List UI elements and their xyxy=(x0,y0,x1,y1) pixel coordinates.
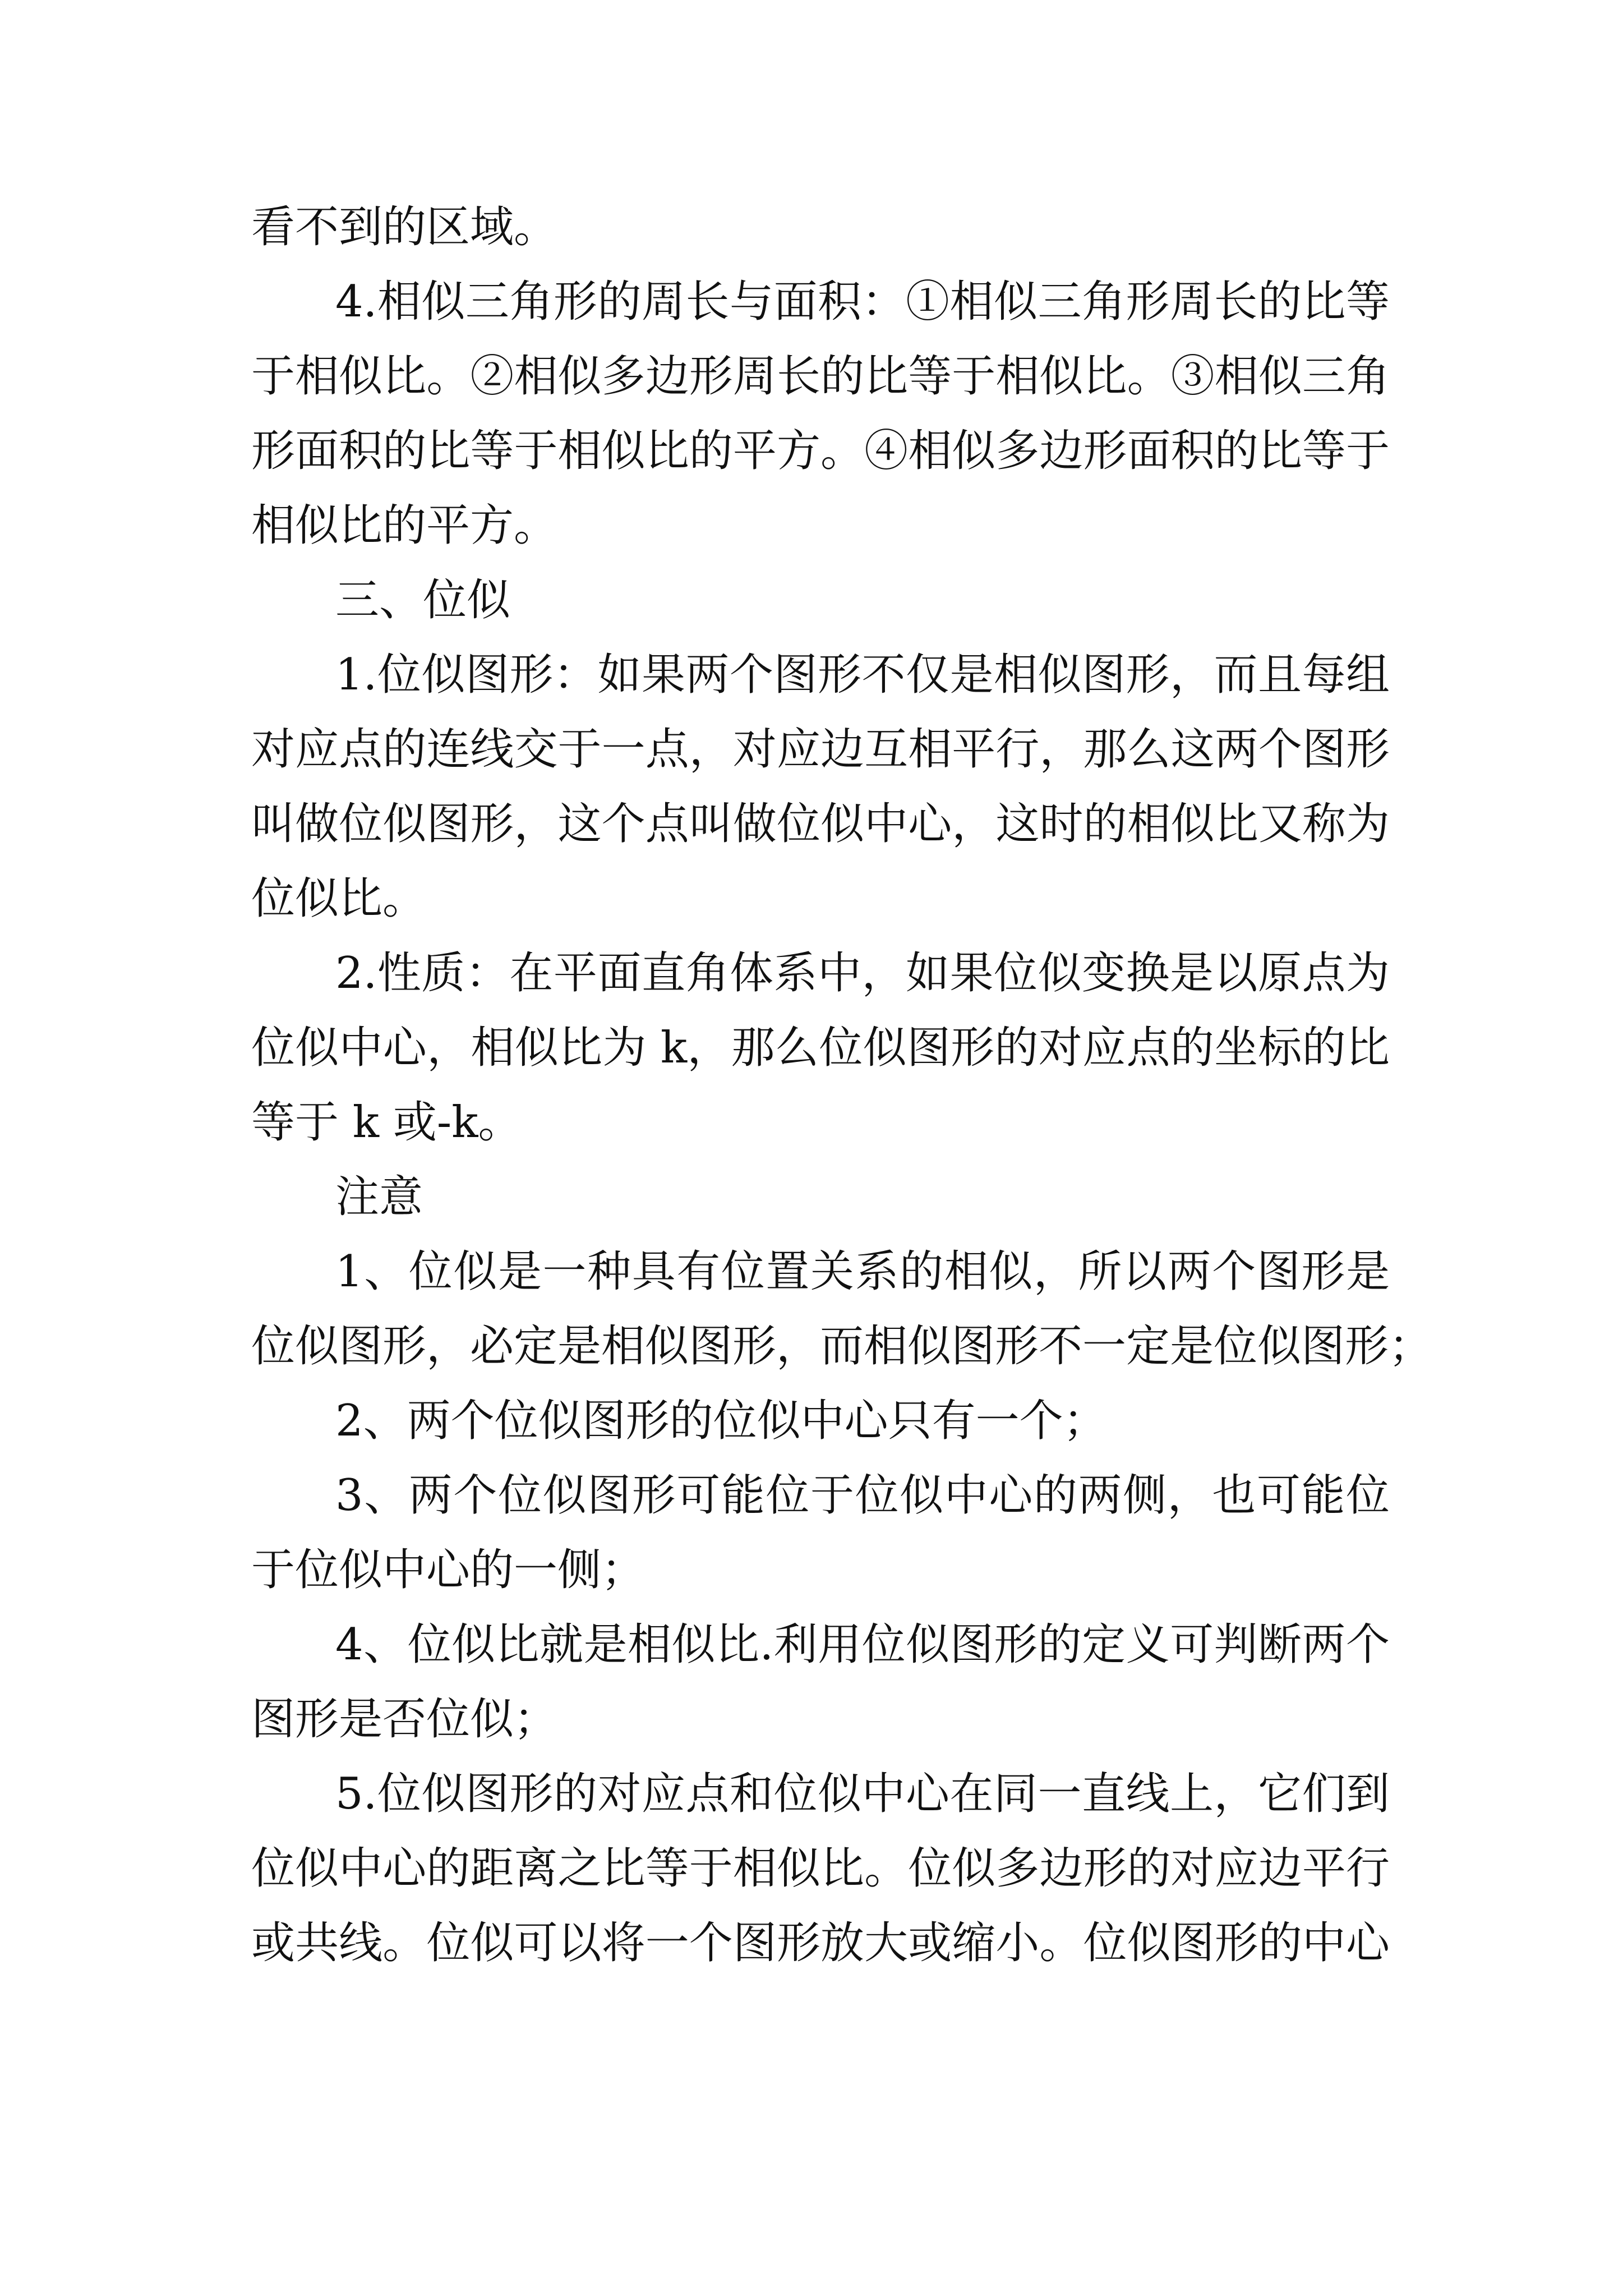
text-line: 相似比的平方。 xyxy=(251,500,558,551)
text-line: 4.相似三角形的周长与面积：①相似三角形周长的比等 xyxy=(335,277,1390,327)
text-line: 形面积的比等于相似比的平方。④相似多边形面积的比等于 xyxy=(251,426,1390,476)
text-line: 1、位似是一种具有位置关系的相似，所以两个图形是 xyxy=(335,1246,1390,1297)
text-line: 于位似中心的一侧； xyxy=(251,1545,645,1595)
text-line: 位似中心，相似比为 k，那么位似图形的对应点的坐标的比 xyxy=(251,1023,1390,1073)
text-line: 2、两个位似图形的位似中心只有一个； xyxy=(335,1396,1107,1446)
text-line: 2.性质：在平面直角体系中，如果位似变换是以原点为 xyxy=(335,948,1390,999)
text-line: 等于 k 或-k。 xyxy=(251,1097,522,1148)
text-line: 3、两个位似图形可能位于位似中心的两侧，也可能位 xyxy=(335,1470,1390,1521)
text-line: 4、位似比就是相似比.利用位似图形的定义可判断两个 xyxy=(335,1619,1390,1670)
text-line: 位似图形，必定是相似图形，而相似图形不一定是位似图形； xyxy=(251,1321,1433,1372)
text-line: 图形是否位似； xyxy=(251,1694,558,1745)
text-line: 叫做位似图形，这个点叫做位似中心，这时的相似比又称为 xyxy=(251,799,1390,849)
text-line: 位似比。 xyxy=(251,873,427,924)
text-line: 对应点的连线交于一点，对应边互相平行，那么这两个图形 xyxy=(251,724,1390,775)
section-heading: 三、位似 xyxy=(335,575,511,625)
text-line: 或共线。位似可以将一个图形放大或缩小。位似图形的中心 xyxy=(251,1918,1390,1968)
section-heading: 注意 xyxy=(335,1172,423,1222)
text-line: 5.位似图形的对应点和位似中心在同一直线上，它们到 xyxy=(335,1769,1390,1819)
text-line: 1.位似图形：如果两个图形不仅是相似图形，而且每组 xyxy=(335,650,1390,700)
text-line: 于相似比。②相似多边形周长的比等于相似比。③相似三角 xyxy=(251,351,1390,402)
text-line: 看不到的区域。 xyxy=(251,202,558,252)
text-line: 位似中心的距离之比等于相似比。位似多边形的对应边平行 xyxy=(251,1843,1390,1894)
